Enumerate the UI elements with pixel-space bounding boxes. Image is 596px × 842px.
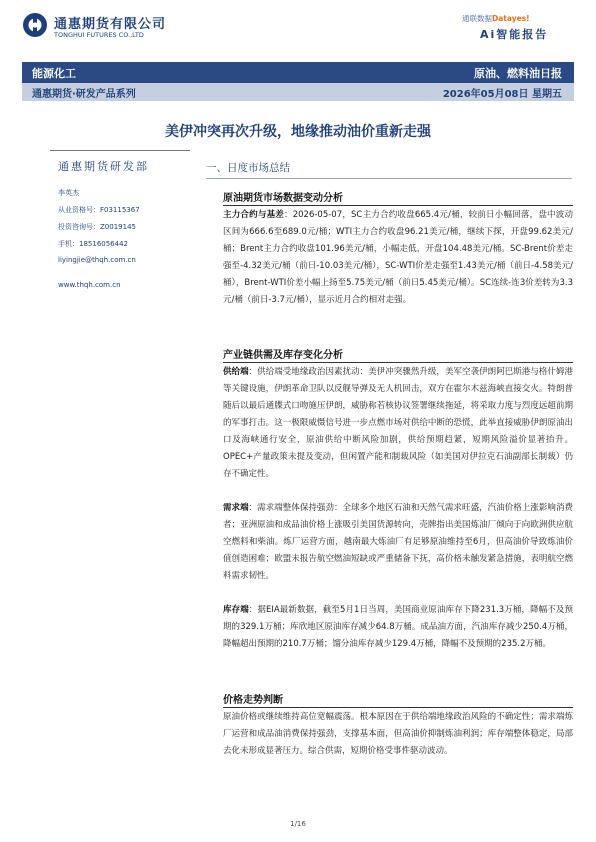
heading-divider [223, 205, 573, 206]
heading-price-outlook: 价格走势判断 [223, 695, 283, 706]
company-name-cn: 通惠期货有限公司 [54, 17, 167, 32]
section-title: 一、日度市场总结 [206, 162, 290, 174]
author-name: 李英杰 [58, 189, 79, 197]
paragraph-demand [223, 500, 573, 585]
text-demand: ：需求端整体保持强劲：全球多个地区石油和天然气需求旺盛，汽油价格上涨影响消费者；亚洲原油和成品油价格上涨吸引美国货源转向，壳牌指出美国炼油厂倾向于向欧洲供应航空燃料和柴油。炼厂运营方面，越南最大炼油厂有足够原油维持至6月，但高油价导致炼油价值创造困难；欧盟未报告航空燃油短缺或严重储备下抚，高价格未触发紧急措施，表明航空燃料需求韧性。 [223, 503, 573, 581]
email-link[interactable]: liyingjie@thqh.com.cn [58, 256, 136, 264]
label-demand: 需求端 [223, 503, 249, 513]
category-label: 能源化工 [32, 67, 76, 80]
website-link[interactable]: www.thqh.com.cn [58, 281, 121, 289]
label-contract-basis: 主力合约与基差 [223, 210, 284, 220]
license-number: 从业资格号：F03115367 [58, 206, 140, 214]
label-inventory: 库存端 [223, 605, 249, 615]
company-name-en: TONGHUI FUTURES CO.,LTD [54, 31, 144, 39]
text-contract-basis: ：2026-05-07，SC主力合约收盘665.4元/桶，较前日小幅回落，盘中波动区间为666.6至689.0元/桶；WTI主力合约收盘96.21美元/桶，继续下探，开盘99.62美元/桶；Brent主力合约收盘101.96美元/桶，小幅走低，开盘104.48美元/桶。SC-Brent价差走强至-4.32美元/桶（前日-10.03美元/桶），SC-WTI价差走强至1.43美元/桶（前日-4.58美元/桶），Brent-WTI价差小幅上扬至5.75美元/桶（前日5.45美元/桶）。SC连续-连3价差转为3.3元/桶（前日-3.7元/桶），显示近月合约相对走强。 [223, 210, 573, 305]
phone-number: 手机：18516056442 [58, 240, 128, 248]
heading-futures-data: 原油期货市场数据变动分析 [223, 193, 343, 204]
paragraph-supply [223, 364, 573, 483]
series-label: 通惠期货·研发产品系列 [32, 89, 136, 100]
paragraph-inventory [223, 602, 573, 653]
heading-divider [223, 362, 573, 363]
heading-divider [223, 707, 573, 708]
text-supply: ：供给端受地缘政治因素扰动：美伊冲突骤然升级，美军空袭伊朗阿巴斯港与格什姆港等关键设施，伊朗革命卫队以反舰导弹及无人机回击，双方在霍尔木兹海峡直接交火。特朗普随后以最后通牒式口吻施压伊朗，威胁称若核协议签署继续拖延，将采取力度与烈度远超前期的军事打击。这一极限威慑信号进一步点燃市场对供给中断的恐慌，此举直接威胁伊朗原油出口及海峡通行安全，原油供给中断风险加剧，供给预期趋紧，短期风险溢价显著抬升。OPEC+产量政策未提及变动，但闲置产能和制裁风险（如美国对伊拉克石油副部长制裁）仍存不确定性。 [223, 367, 573, 479]
department-heading: 通惠期货研发部 [58, 160, 149, 173]
report-type-label: 原油、燃料油日报 [474, 67, 562, 80]
section-divider [206, 178, 572, 179]
label-supply: 供给端 [223, 367, 249, 377]
brand-datayes [462, 13, 530, 24]
report-date: 2026年05月08日 星期五 [442, 89, 562, 100]
paragraph-futures-data [223, 207, 573, 309]
text-inventory: ：据EIA最新数据，截至5月1日当周，美国商业原油库存下降231.3万桶，降幅不及预期的329.1万桶；库欣地区原油库存减少64.8万桶。成品油方面，汽油库存减少250.4万桶，降幅超出预期的210.7万桶；馏分油库存减少129.4万桶，降幅不及预期的235.2万桶。 [223, 605, 573, 649]
page-number: 1/16 [290, 820, 306, 828]
company-logo-icon [22, 12, 48, 38]
brand-suffix: Datayes! [492, 14, 530, 23]
brand-prefix: 通联数据 [462, 14, 492, 23]
paragraph-price-outlook: 原油价格或继续维持高位宽幅震荡。根本原因在于供给端地缘政治风险的不确定性；需求端炼厂运营和成品油消费保持强劲，支撑基本面，但高油价抑制炼油利润；库存端整体稳定，局部去化未形成显著压力。综合供需，短期价格受事件驱动波动。 [223, 712, 573, 756]
heading-supply-demand: 产业链供需及库存变化分析 [223, 350, 343, 361]
page-title: 美伊冲突再次升级，地缘推动油价重新走强 [165, 124, 431, 140]
brand-ai-report: Ai智能报告 [480, 28, 549, 41]
consult-number: 投资咨询号：Z0019145 [58, 223, 136, 231]
